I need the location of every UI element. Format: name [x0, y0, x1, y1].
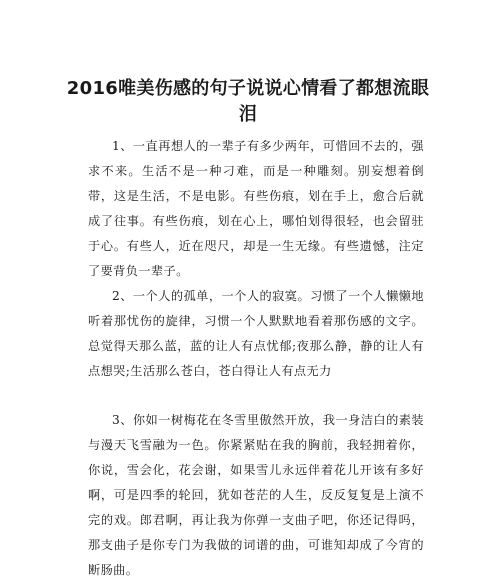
paragraph-2: 2、一个人的孤单，一个人的寂寞。习惯了一个人懒懒地听着那忧伤的旋律，习惯一个人默默地看着那伤感的文字。总觉得天那么蓝，蓝的让人有点忧郁;夜那么静，静的让人有点想哭;生活那么苍白，苍白得让人有点无力: [88, 289, 424, 378]
paragraph-3: 3、你如一树梅花在冬雪里傲然开放，我一身洁白的素装与漫天飞雪融为一色。你紧紧贴在我的胸前，我轻拥着你，你说，雪会化，花会谢，如果雪儿永远伴着花儿开该有多好啊，可是四季的轮回，犹如苍茫的人生，反反复复是上演不完的戏。郎君啊，再让我为你弹一支曲子吧，你还记得吗，那支曲子是你专门为我做的词谱的曲，可谁知却成了今宵的断肠曲。: [88, 413, 424, 577]
document-title: 2016唯美伤感的句子说说心情看了都想流眼泪: [66, 78, 430, 125]
paragraph-1: 1、一直再想人的一辈子有多少两年，可惜回不去的，强求不来。生活不是一种刁难，而是一种雕刻。别妄想着倒带，这是生活，不是电影。有些伤痕，划在手上，愈合后就成了往事。有些伤痕，划在心上，哪怕划得很轻，也会留驻于心。有些人，近在咫尺，却是一生无缘。有些遗憾，注定了要背负一辈子。: [88, 139, 424, 278]
